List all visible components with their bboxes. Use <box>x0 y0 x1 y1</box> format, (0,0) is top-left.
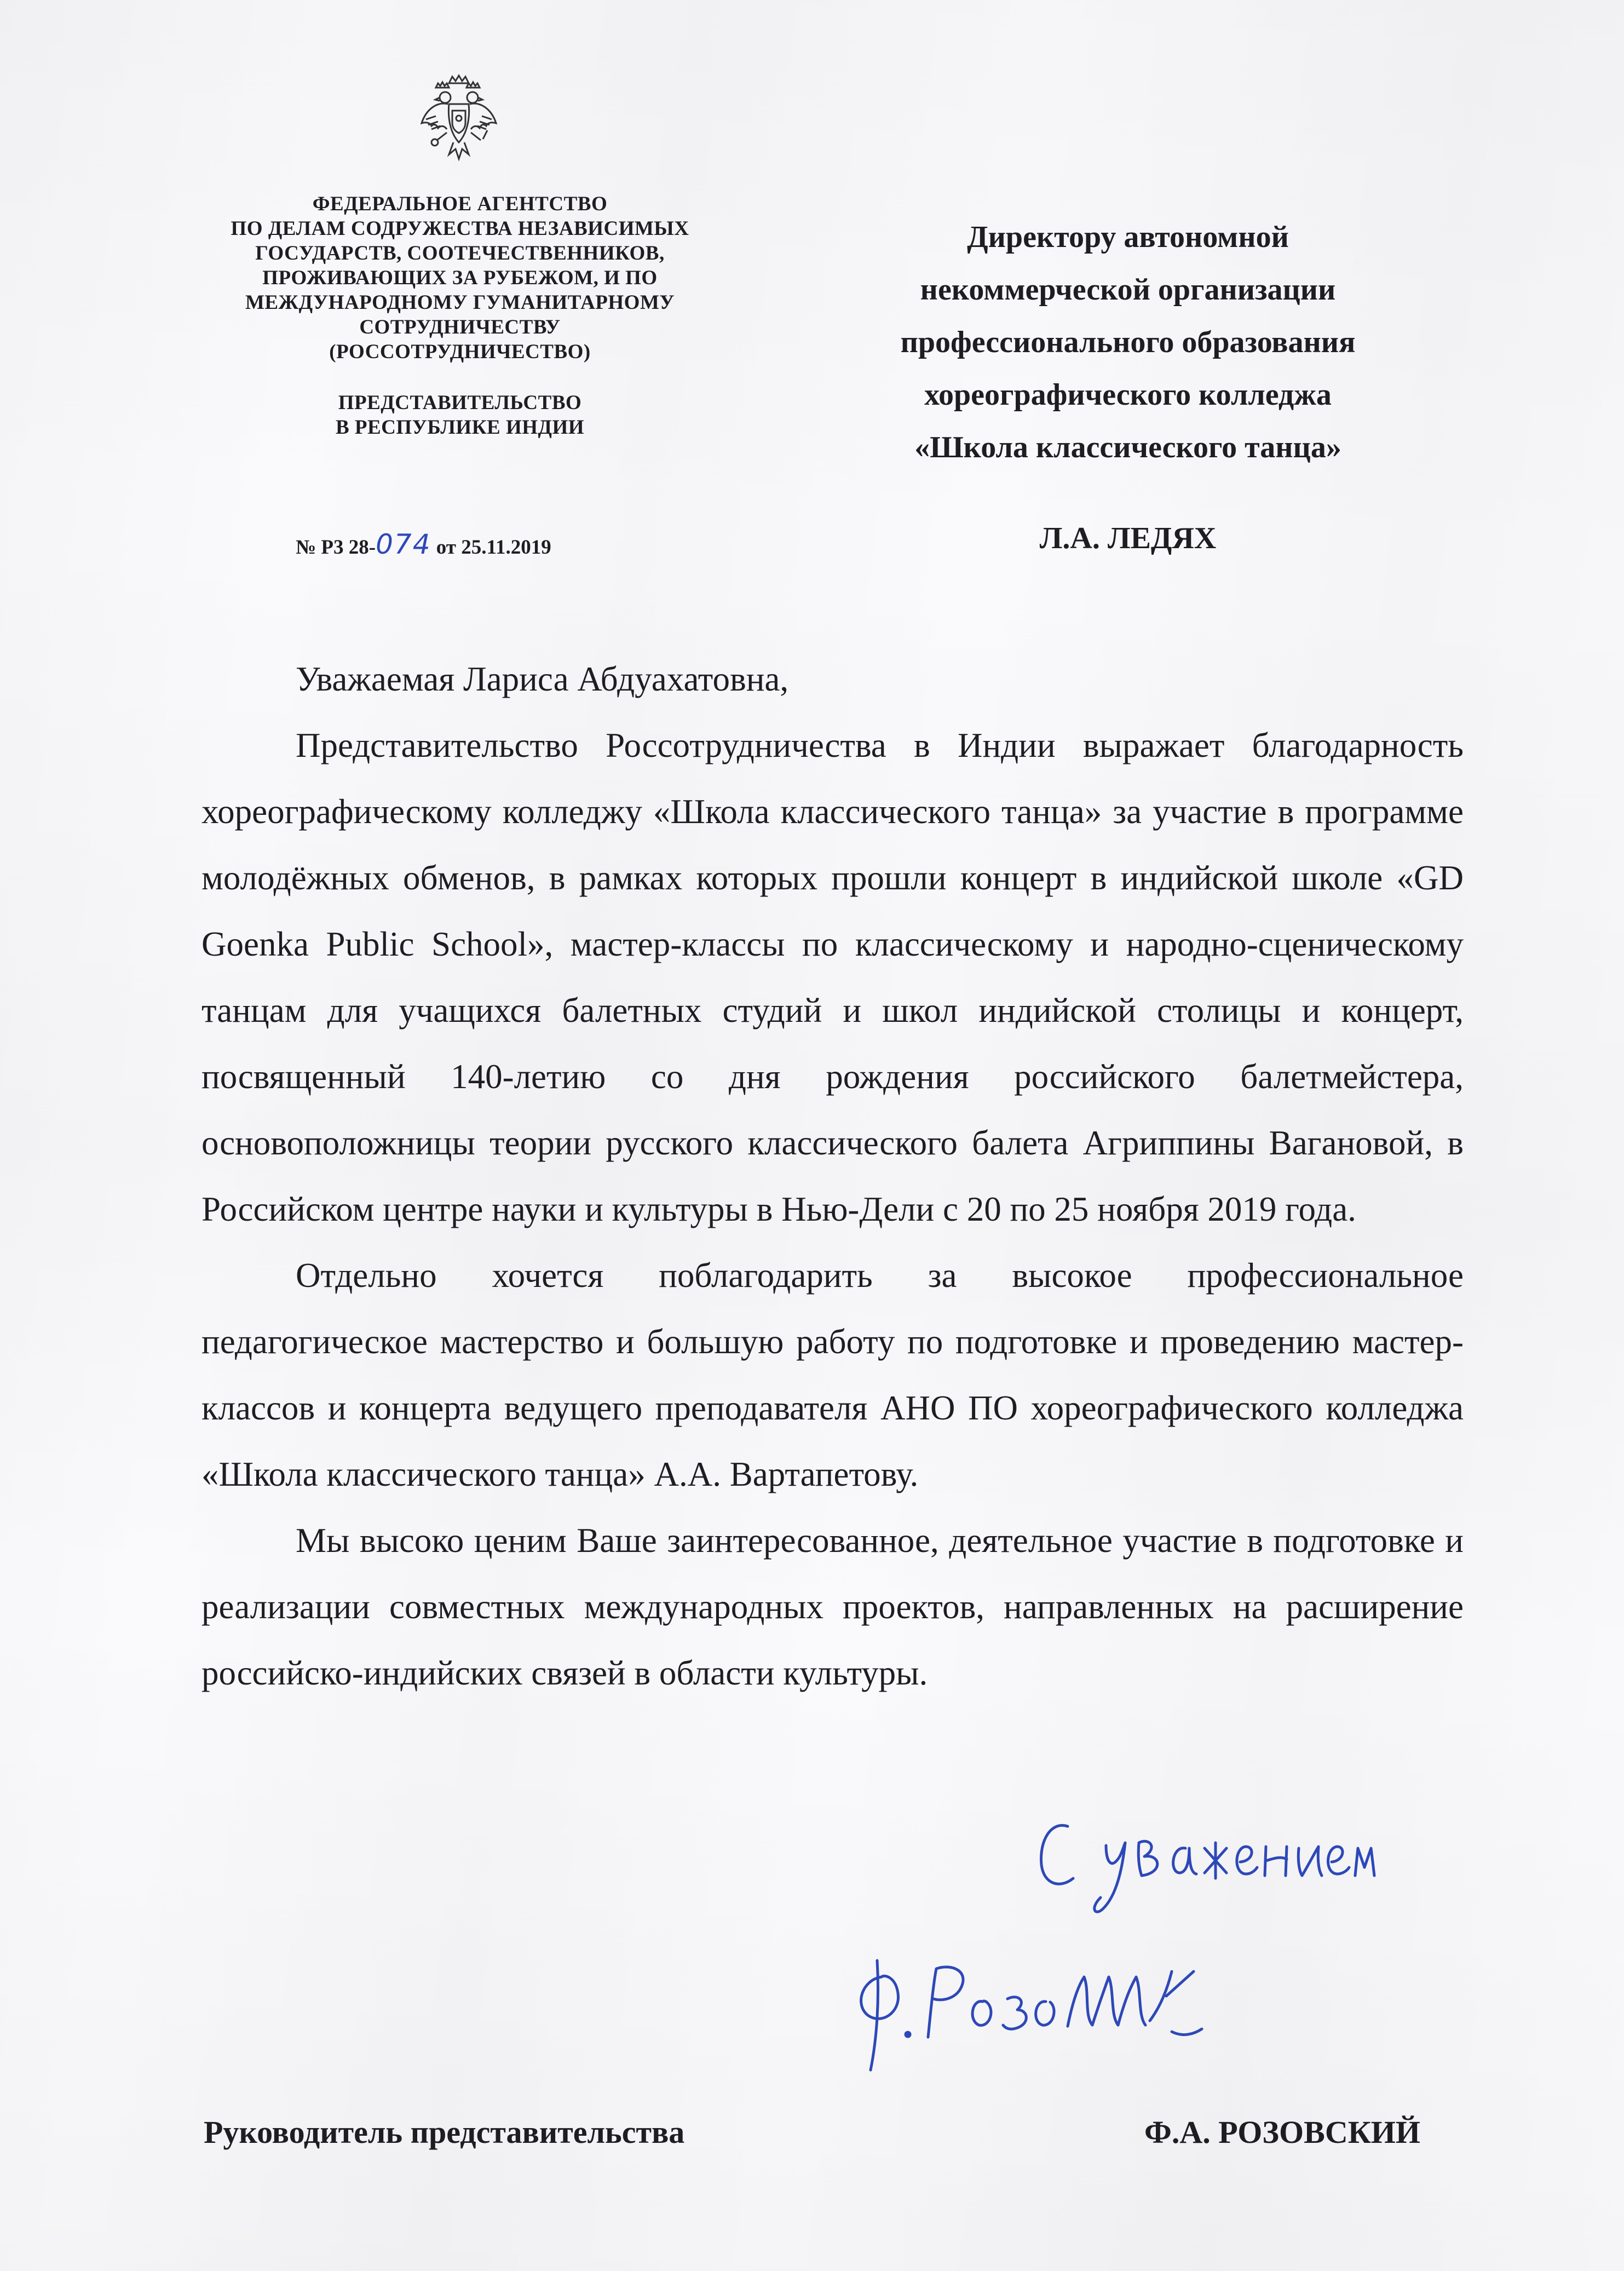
addressee-line: профессионального образования <box>900 325 1356 359</box>
handwritten-signature <box>843 1939 1226 2081</box>
agency-line: ФЕДЕРАЛЬНОЕ АГЕНТСТВО <box>312 193 608 215</box>
addressee-line: некоммерческой организации <box>920 273 1336 307</box>
ref-number-handwritten: 074 <box>376 528 431 560</box>
addressee-line: Директору автономной <box>967 220 1289 254</box>
signer-name: Ф.А. РОЗОВСКИЙ <box>1144 2114 1420 2150</box>
ref-date: 25.11.2019 <box>461 536 551 559</box>
paragraph: Представительство Россотрудничества в Индии выражает благодарность хореографическому колледжу «Школа классического танца» за участие в программе молодёжных обменов, в рамках которых прошли концерт в индийской школе «GD Goenka Public School», мастер-классы по классическому и народно-сценическому танцам для учащихся балетных студий и школ индийской столицы и концерт, посвященный 140-летию со дня рождения российского балетмейстера, основоположницы теории русского классического балета Агриппины Вагановой, в Российском центре науки и культуры в Нью-Дели с 20 по 25 ноября 2019 года. <box>201 726 1464 1228</box>
paragraph: Мы высоко ценим Ваше заинтересованное, деятельное участие в подготовке и реализации совместных международных проектов, направленных на расширение российско-индийских связей в области культуры. <box>201 1521 1464 1692</box>
addressee-line: хореографического колледжа <box>924 378 1332 412</box>
office-line: В РЕСПУБЛИКЕ ИНДИИ <box>335 416 585 439</box>
addressee-block <box>821 211 1435 565</box>
agency-line: ГОСУДАРСТВ, СООТЕЧЕСТВЕННИКОВ, <box>255 242 665 265</box>
agency-line: ПРОЖИВАЮЩИХ ЗА РУБЕЖОМ, И ПО <box>262 267 658 289</box>
sender-header <box>181 192 739 440</box>
handwritten-closing <box>1029 1796 1380 1922</box>
signer-title: Руководитель представительства <box>204 2114 685 2150</box>
ref-number-prefix: № Р3 28- <box>296 536 376 559</box>
agency-line: (РОССОТРУДНИЧЕСТВО) <box>329 341 591 363</box>
letter-body <box>201 646 1464 1706</box>
reference-number <box>296 528 679 560</box>
ref-date-prefix: от <box>431 536 462 559</box>
coat-of-arms-icon <box>415 71 503 167</box>
office-line: ПРЕДСТАВИТЕЛЬСТВО <box>338 392 582 414</box>
agency-line: ПО ДЕЛАМ СОДРУЖЕСТВА НЕЗАВИСИМЫХ <box>231 217 689 240</box>
greeting: Уважаемая Лариса Абдуахатовна, <box>296 660 789 698</box>
addressee-name: Л.А. ЛЕДЯХ <box>1039 521 1217 555</box>
agency-line: МЕЖДУНАРОДНОМУ ГУМАНИТАРНОМУ <box>245 291 675 314</box>
paragraph: Отдельно хочется поблагодарить за высокое профессиональное педагогическое мастерство и большую работу по подготовке и проведению мастер-классов и концерта ведущего преподавателя АНО ПО хореографического колледжа «Школа классического танца» А.А. Вартапетову. <box>201 1256 1464 1493</box>
addressee-line: «Школа классического танца» <box>914 430 1341 464</box>
agency-line: СОТРУДНИЧЕСТВУ <box>359 316 561 338</box>
